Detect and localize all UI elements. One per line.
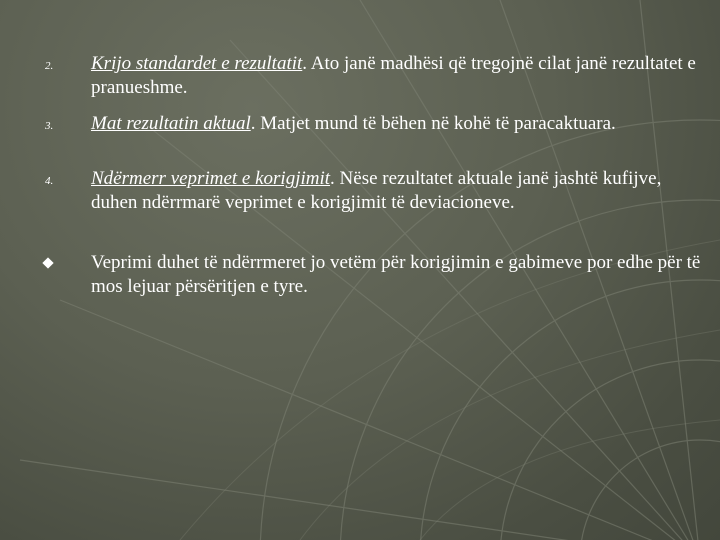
item-body: . Ato janë madhësi që tregojnë cilat janë rezultatet e pranueshme. [91,53,696,98]
item-number: 2. [45,60,54,72]
item-lead: Ndërmerr veprimet e korigjimit [91,168,331,189]
item-number: 4. [45,175,54,187]
item-lead: Krijo standardet e rezultatit [91,53,303,74]
item-number: 3. [45,120,54,132]
item-text [91,112,701,136]
item-text [91,52,701,100]
item-body: Veprimi duhet të ndërrmeret jo vetëm për korigjimin e gabimeve por edhe për të mos lejuar përsëritjen e tyre. [91,252,701,297]
item-body: . Nëse rezultatet aktuale janë jashtë kufijve, duhen ndërrmarë veprimet e korigjimit të deviacioneve. [91,168,662,213]
item-text [91,167,701,215]
item-lead: Mat rezultatin aktual [91,113,251,134]
item-body: . Matjet mund të bëhen në kohë të paracaktuara. [250,113,616,134]
item-text [91,251,701,299]
